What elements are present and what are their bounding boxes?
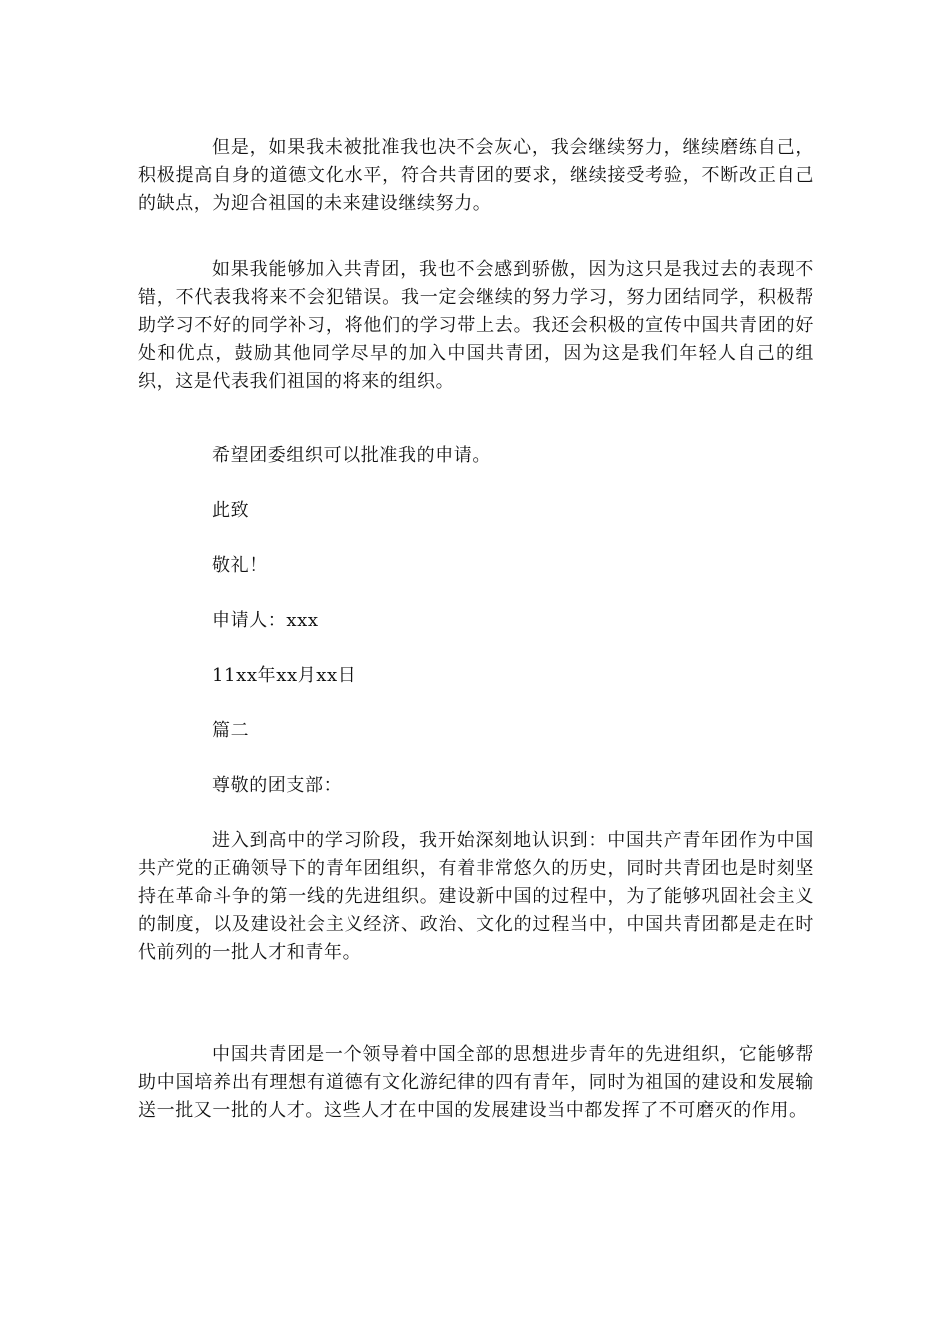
paragraph-if-joined: 如果我能够加入共青团，我也不会感到骄傲，因为这只是我过去的表现不错，不代表我将来不会犯错误。我一定会继续的努力学习，努力团结同学，积极帮助学习不好的同学补习，将他们的学习带上去。我还会积极的宣传中国共青团的好处和优点，鼓励其他同学尽早的加入中国共青团，因为这是我们年轻人自己的组织，这是代表我们祖国的将来的组织。 xyxy=(138,259,814,392)
closing-salutation: 此致 xyxy=(212,500,250,521)
applicant-name: 申请人：xxx xyxy=(212,610,319,631)
paragraph-not-approved: 但是，如果我未被批准我也决不会灰心，我会继续努力，继续磨练自己，积极提高自身的道德文化水平，符合共青团的要求，继续接受考验，不断改正自己的缺点，为迎合祖国的未来建设继续努力。 xyxy=(138,137,814,214)
closing-regards: 敬礼！ xyxy=(212,555,268,576)
section-heading: 篇二 xyxy=(212,720,250,741)
paragraph-youth-league: 中国共青团是一个领导着中国全部的思想进步青年的先进组织，它能够帮助中国培养出有理想有道德有文化游纪律的四有青年，同时为祖国的建设和发展输送一批又一批的人才。这些人才在中国的发展建设当中都发挥了不可磨灭的作用。 xyxy=(138,1044,814,1121)
paragraph-high-school: 进入到高中的学习阶段，我开始深刻地认识到：中国共产青年团作为中国共产党的正确领导下的青年团组织，有着非常悠久的历史，同时共青团也是时刻坚持在革命斗争的第一线的先进组织。建设新中国的过程中，为了能够巩固社会主义的制度，以及建设社会主义经济、政治、文化的过程当中，中国共青团都是走在时代前列的一批人才和青年。 xyxy=(138,830,814,963)
greeting: 尊敬的团支部： xyxy=(212,775,343,796)
paragraph-hope-approval: 希望团委组织可以批准我的申请。 xyxy=(212,445,491,466)
application-date: 11xx年xx月xx日 xyxy=(212,665,357,686)
